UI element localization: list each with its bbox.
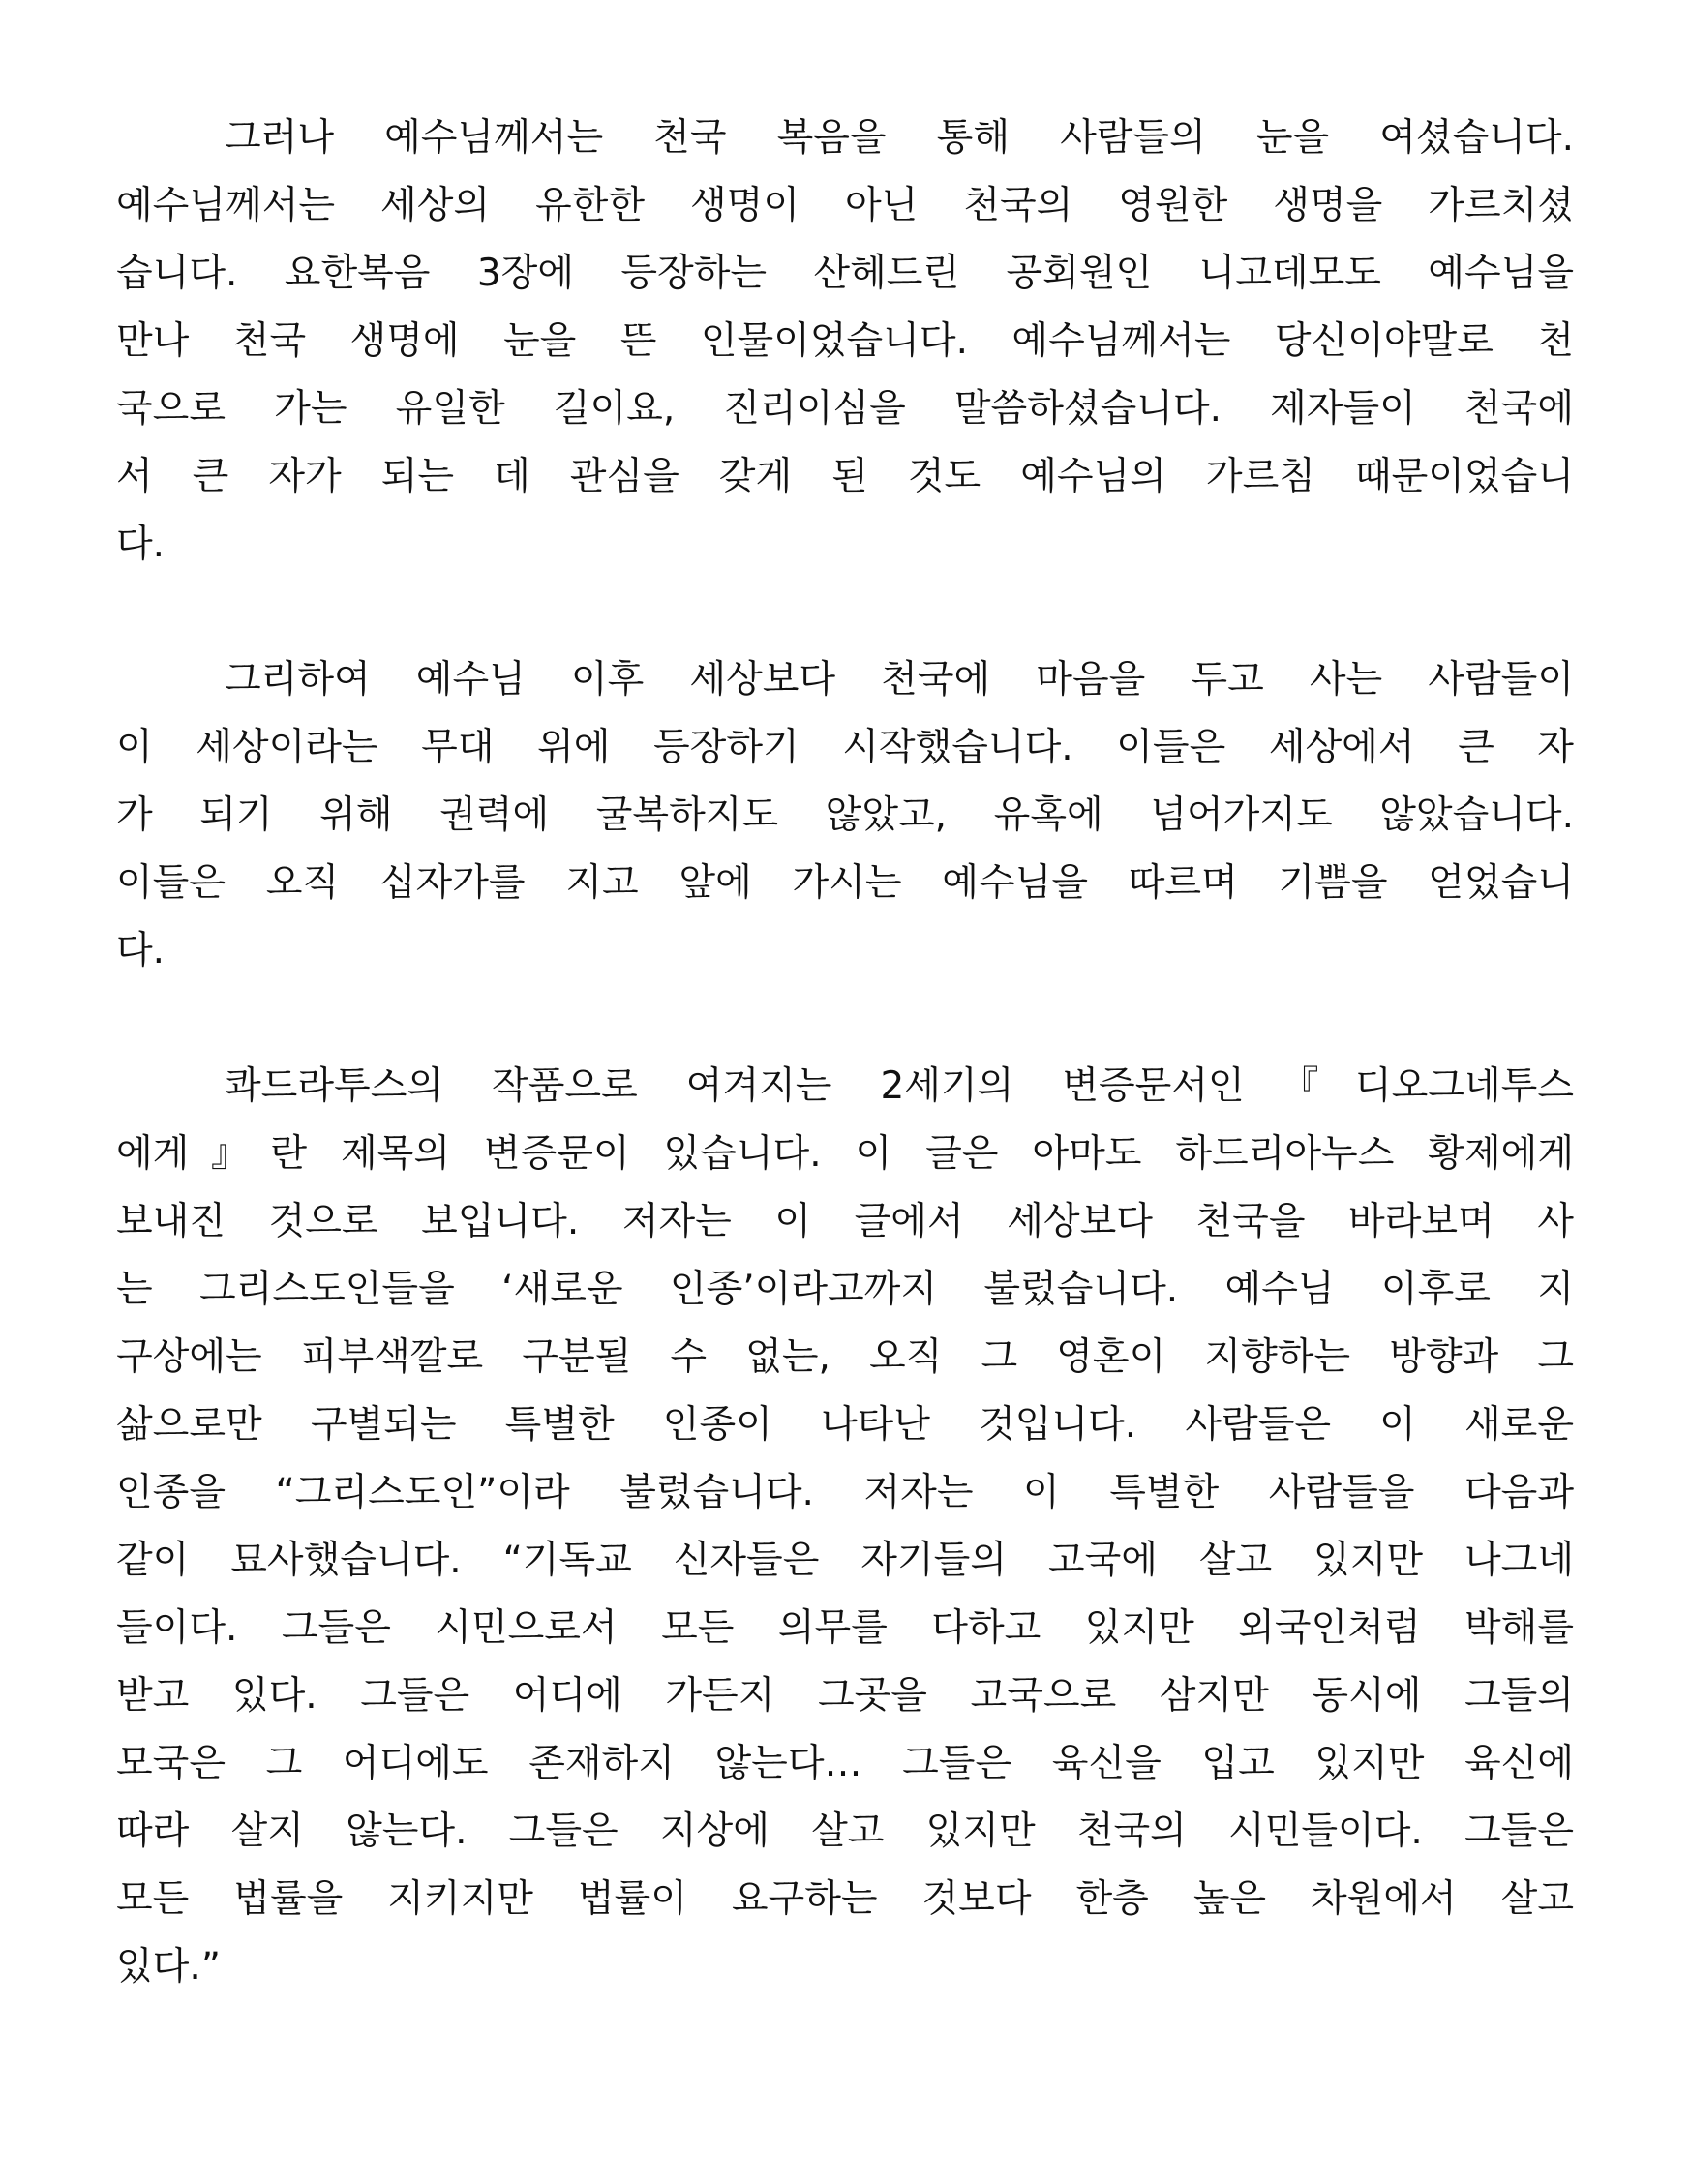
text-line: 서 큰 자가 되는 데 관심을 갖게 된 것도 예수님의 가르침 때문이었습니: [116, 455, 1574, 498]
text-line: 그러나 예수님께서는 천국 복음을 통해 사람들의 눈을 여셨습니다.: [225, 116, 1574, 160]
text-line: 보내진 것으로 보입니다. 저자는 이 글에서 세상보다 천국을 바라보며 사: [116, 1200, 1574, 1243]
text-line: 삶으로만 구별되는 특별한 인종이 나타난 것입니다. 사람들은 이 새로운: [116, 1403, 1574, 1447]
text-line: 만나 천국 생명에 눈을 뜬 인물이었습니다. 예수님께서는 당신이야말로 천: [116, 319, 1574, 363]
text-line: 에게』란 제목의 변증문이 있습니다. 이 글은 아마도 하드리아누스 황제에게: [116, 1132, 1574, 1176]
text-line: 모국은 그 어디에도 존재하지 않는다… 그들은 육신을 입고 있지만 육신에: [116, 1742, 1574, 1785]
text-line: 인종을 “그리스도인”이라 불렀습니다. 저자는 이 특별한 사람들을 다음과: [116, 1471, 1574, 1514]
text-line: 있다.”: [116, 1945, 221, 1989]
text-line: 는 그리스도인들을 ‘새로운 인종’이라고까지 불렀습니다. 예수님 이후로 지: [116, 1268, 1574, 1311]
paragraph-3: [116, 1053, 1574, 2001]
text-line: 구상에는 피부색깔로 구분될 수 없는, 오직 그 영혼이 지향하는 방향과 그: [116, 1335, 1574, 1379]
text-line: 콰드라투스의 작품으로 여겨지는 2세기의 변증문서인『디오그네투스: [225, 1064, 1574, 1108]
text-line: 모든 법률을 지키지만 법률이 요구하는 것보다 한층 높은 차원에서 살고: [116, 1877, 1574, 1921]
paragraph-2: [116, 646, 1574, 985]
document-page: [116, 105, 1574, 2001]
paragraph-1: [116, 105, 1574, 579]
text-line: 국으로 가는 유일한 길이요, 진리이심을 말씀하셨습니다. 제자들이 천국에: [116, 387, 1574, 431]
text-line: 다.: [116, 523, 166, 566]
text-line: 따라 살지 않는다. 그들은 지상에 살고 있지만 천국의 시민들이다. 그들은: [116, 1810, 1574, 1853]
text-line: 이들은 오직 십자가를 지고 앞에 가시는 예수님을 따르며 기쁨을 얻었습니: [116, 861, 1574, 905]
text-line: 습니다. 요한복음 3장에 등장하는 산헤드린 공회원인 니고데모도 예수님을: [116, 252, 1574, 295]
text-line: 가 되기 위해 권력에 굴복하지도 않았고, 유혹에 넘어가지도 않았습니다.: [116, 793, 1574, 837]
text-line: 같이 묘사했습니다. “기독교 신자들은 자기들의 고국에 살고 있지만 나그네: [116, 1539, 1574, 1582]
text-line: 그리하여 예수님 이후 세상보다 천국에 마음을 두고 사는 사람들이: [225, 658, 1574, 702]
text-line: 예수님께서는 세상의 유한한 생명이 아닌 천국의 영원한 생명을 가르치셨: [116, 184, 1574, 227]
text-line: 들이다. 그들은 시민으로서 모든 의무를 다하고 있지만 외국인처럼 박해를: [116, 1606, 1574, 1650]
text-line: 이 세상이라는 무대 위에 등장하기 시작했습니다. 이들은 세상에서 큰 자: [116, 726, 1574, 769]
text-line: 다.: [116, 929, 166, 972]
text-line: 받고 있다. 그들은 어디에 가든지 그곳을 고국으로 삼지만 동시에 그들의: [116, 1674, 1574, 1718]
